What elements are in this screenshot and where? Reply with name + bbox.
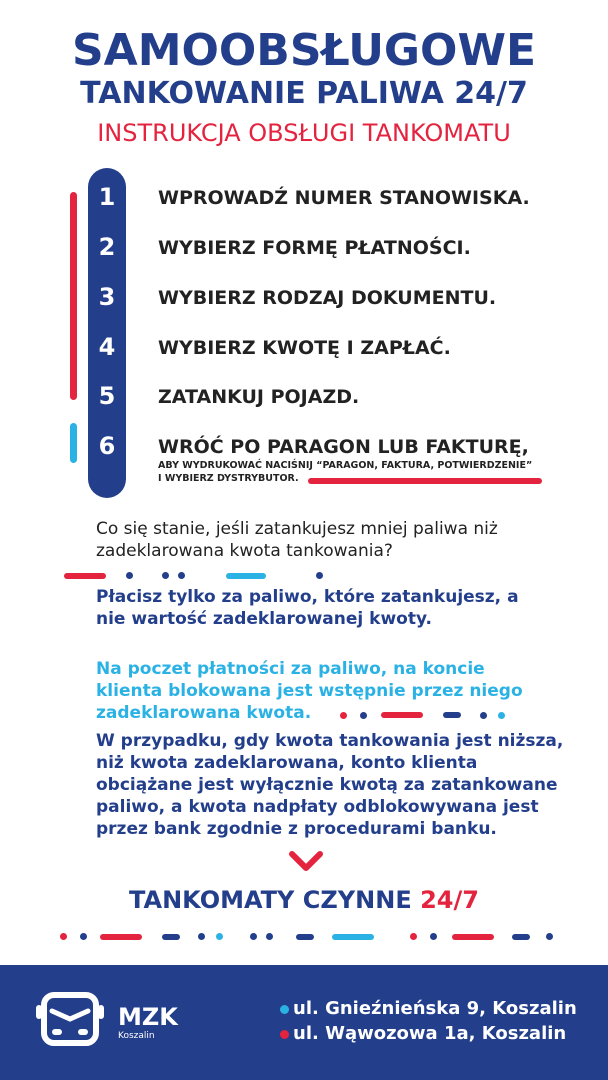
decor-dash — [443, 712, 461, 718]
decor-dot — [498, 712, 505, 719]
decor-dot — [178, 572, 185, 579]
faq-answer-1: Płacisz tylko za paliwo, które zatankujesz, a nie wartość zadeklarowanej kwoty. — [96, 587, 519, 629]
decor-dot — [340, 712, 347, 719]
decor-dash — [296, 934, 314, 940]
step-text: WPROWADŹ NUMER STANOWISKA. — [158, 187, 530, 209]
decor-dot — [360, 712, 367, 719]
step-text: WYBIERZ KWOTĘ I ZAPŁAĆ. — [158, 337, 451, 359]
decor-dot — [126, 572, 133, 579]
decor-dash — [381, 712, 423, 718]
bullet-red-icon — [280, 1030, 289, 1039]
step-number: 6 — [98, 432, 116, 460]
step-text: WRÓĆ PO PARAGON LUB FAKTURĘ, — [158, 436, 529, 458]
faq-answer-3: W przypadku, gdy kwota tankowania jest niższa, niż kwota zadeklarowana, konto klienta obciążane jest wyłącznie kwotą za zatankowane paliwo, a kwota nadpłaty odblokowywana jest przez bank zgodnie z procedurami banku. — [96, 731, 564, 839]
logo-city: Koszalin — [118, 1031, 155, 1041]
open-hours-value: 24/7 — [420, 886, 479, 914]
decor-dash — [452, 934, 494, 940]
address-1-text: ul. Gnieźnieńska 9, Koszalin — [293, 998, 577, 1019]
decor-dot — [250, 933, 257, 940]
decor-dot — [216, 933, 223, 940]
step-text: WYBIERZ RODZAJ DOKUMENTU. — [158, 287, 497, 309]
address-2 — [280, 1022, 566, 1046]
bus-logo-icon — [34, 989, 106, 1051]
step-number: 5 — [98, 382, 116, 410]
open-hours — [0, 884, 608, 916]
decor-dash — [64, 573, 106, 579]
step-text: WYBIERZ FORMĘ PŁATNOŚCI. — [158, 237, 471, 259]
decor-dot — [410, 933, 417, 940]
decor-dot — [480, 712, 487, 719]
decor-bar-cyan — [70, 423, 77, 463]
decor-dot — [316, 572, 323, 579]
decor-dot — [546, 933, 553, 940]
step-number: 4 — [98, 333, 116, 361]
main-title-line2: TANKOWANIE PALIWA 24/7 — [80, 76, 528, 111]
faq-answer-2: Na poczet płatności za paliwo, na koncie klienta blokowana jest wstępnie przez niego zadeklarowana kwota. — [96, 659, 523, 723]
decor-dot — [60, 933, 67, 940]
subtitle: INSTRUKCJA OBSŁUGI TANKOMATU — [97, 119, 511, 147]
decor-dot — [80, 933, 87, 940]
main-title: SAMOOBSŁUGOWE — [71, 25, 537, 76]
decor-dash — [512, 934, 530, 940]
decor-underline-red — [308, 478, 542, 484]
decor-dash — [332, 934, 374, 940]
faq-question: Co się stanie, jeśli zatankujesz mniej paliwa niż zadeklarowana kwota tankowania? — [96, 519, 498, 561]
decor-dash — [226, 573, 266, 579]
decor-bar-red — [70, 192, 77, 400]
decor-dash — [162, 934, 180, 940]
decor-dot — [198, 933, 205, 940]
decor-dot — [266, 933, 273, 940]
footer — [0, 965, 608, 1080]
logo-name: MZK — [118, 1003, 178, 1031]
decor-dash — [100, 934, 142, 940]
open-hours-label: TANKOMATY CZYNNE — [129, 886, 412, 914]
decor-dot — [430, 933, 437, 940]
decor-dot — [162, 572, 169, 579]
step-number: 3 — [98, 283, 116, 311]
step-note: I WYBIERZ DYSTRYBUTOR. — [158, 473, 299, 484]
step-number: 2 — [98, 233, 116, 261]
chevron-down-icon — [288, 850, 324, 874]
step-number: 1 — [98, 183, 116, 211]
step-text: ZATANKUJ POJAZD. — [158, 386, 360, 408]
step-note: ABY WYDRUKOWAĆ NACIŚNIJ “PARAGON, FAKTURA, POTWIERDZENIE” — [158, 460, 533, 471]
address-1 — [280, 997, 577, 1021]
bullet-cyan-icon — [280, 1005, 289, 1014]
address-2-text: ul. Wąwozowa 1a, Koszalin — [293, 1023, 567, 1044]
